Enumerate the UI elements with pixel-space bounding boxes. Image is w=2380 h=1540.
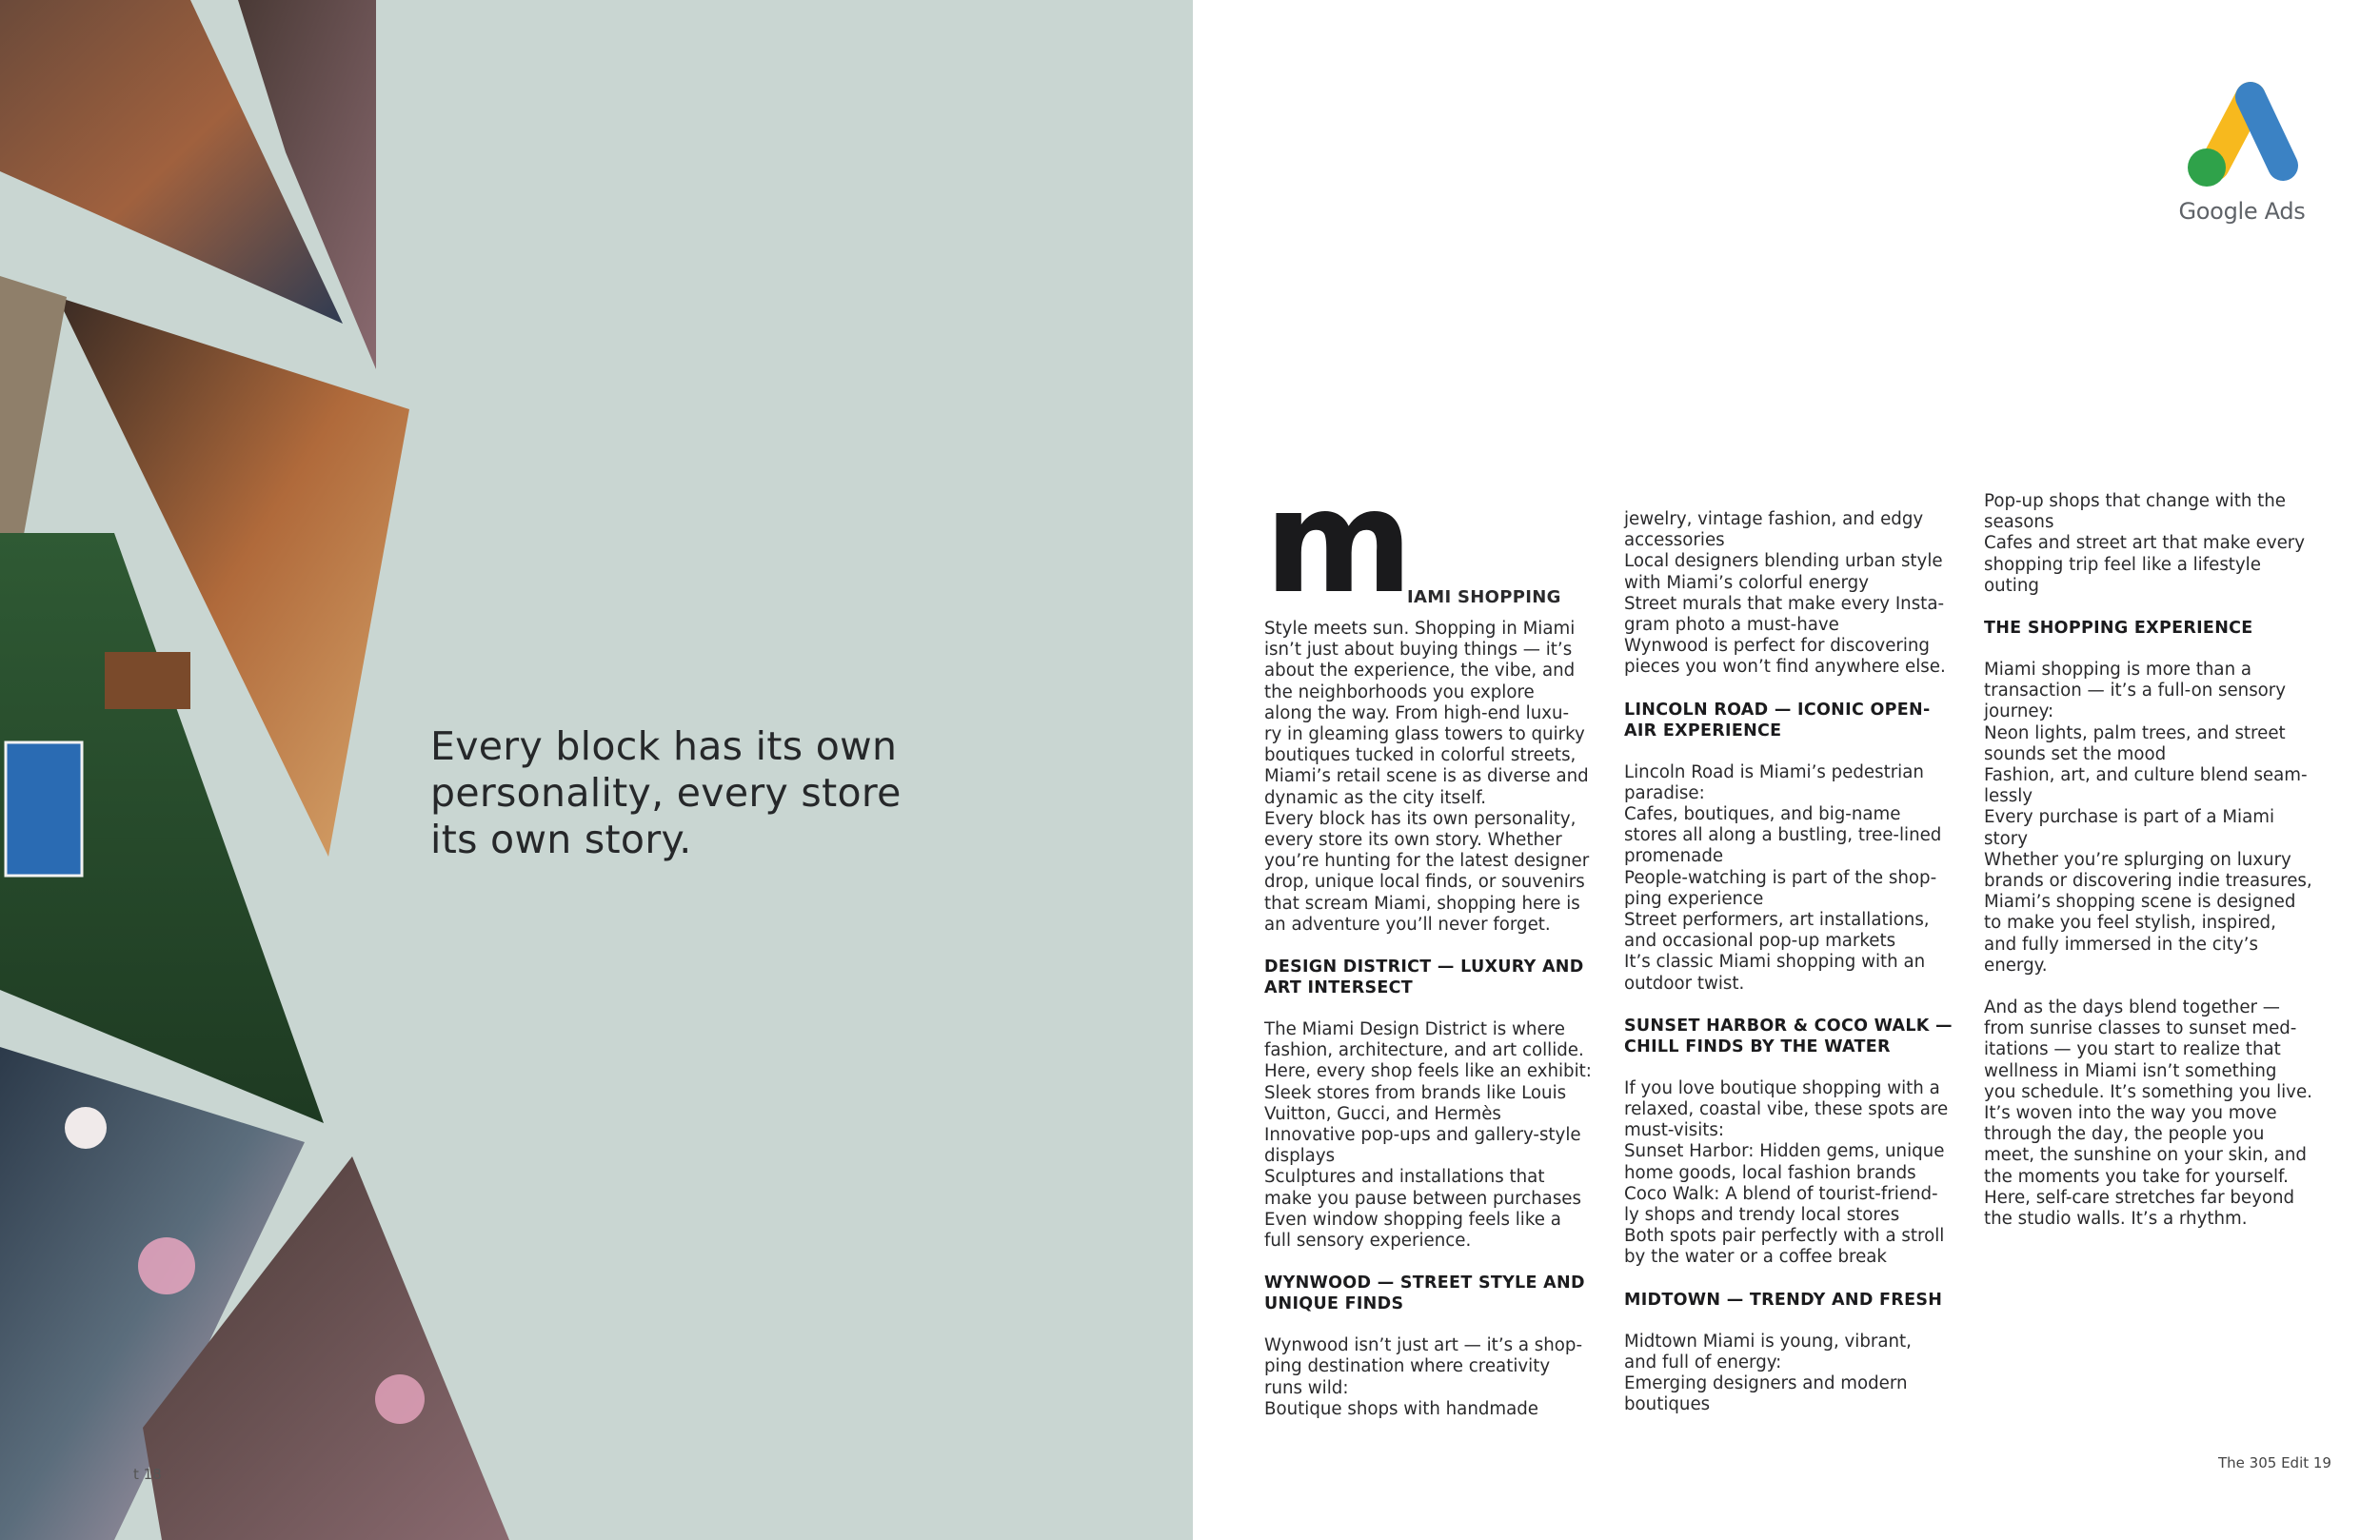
text-line: story [1984,828,2028,849]
text-line: Miami shopping is more than a [1984,660,2252,681]
text-line: promenade [1624,846,1724,867]
wynwood-heading: WYNWOOD — STREET STYLE AND UNIQUE FINDS [1264,1273,1585,1314]
text-line: Every purchase is part of a Miami [1984,807,2275,828]
text-line: and full of energy: [1624,1352,1782,1372]
text-line: People-watching is part of the shop- [1624,867,1937,888]
text-line: Emerging designers and modern [1624,1373,1908,1394]
text-line: ry in gleaming glass towers to quirky [1264,724,1585,745]
shopping-experience-body [1984,660,2319,977]
design-district-body [1264,1019,1599,1252]
text-line: jewelry, vintage fashion, and edgy [1624,509,1924,529]
text-line: Style meets sun. Shopping in Miami [1264,619,1576,639]
text-line: Lincoln Road is Miami’s pedestrian [1624,761,1924,782]
text-line: ping experience [1624,888,1764,909]
text-line: and fully immersed in the city’s [1984,934,2258,955]
text-line: Wynwood is perfect for discovering [1624,636,1930,657]
text-line: Every block has its own personality, [1264,808,1577,829]
text-line: the neighborhoods you explore [1264,681,1535,702]
text-line: dynamic as the city itself. [1264,787,1487,808]
text-line: Whether you’re splurging on luxury [1984,849,2291,870]
text-line: and occasional pop-up markets [1624,931,1896,952]
text-line: Both spots pair perfectly with a stroll [1624,1226,1945,1247]
article-title-rest: IAMI SHOPPING [1407,587,1561,607]
text-line: Midtown Miami is young, vibrant, [1624,1331,1912,1352]
text-line: Neon lights, palm trees, and street [1984,722,2286,743]
text-line: about the experience, the vibe, and [1264,661,1576,681]
text-line: an adventure you’ll never forget. [1264,914,1551,935]
text-line: you’re hunting for the latest designer [1264,851,1590,872]
article-column-2 [1624,509,1959,1416]
drop-cap: m [1264,460,1410,625]
text-line: Fashion, art, and culture blend seam- [1984,765,2308,786]
text-line: home goods, local fashion brands [1624,1162,1916,1183]
article-column-1 [1264,460,1599,1420]
article-column-3 [1984,491,2319,1230]
round-sign [65,1107,107,1149]
text-line: must-visits: [1624,1120,1725,1141]
text-line: If you love boutique shopping with a [1624,1077,1940,1098]
flowers [138,1237,195,1294]
lincoln-road-body [1624,762,1959,995]
flowers-2 [375,1374,425,1424]
text-line: lessly [1984,786,2033,807]
text-line: Coco Walk: A blend of tourist-friend- [1624,1183,1938,1204]
text-line: The Miami Design District is where [1264,1019,1565,1040]
text-line: Cafes, boutiques, and big-name [1624,804,1901,825]
pull-quote-line-1: Every block has its own [430,723,898,769]
wynwood-body [1264,1335,1599,1420]
text-line: paradise: [1624,782,1705,803]
text-line: journey: [1984,701,2054,722]
wynwood-marketplace-sign [6,742,82,876]
text-line: with Miami’s colorful energy [1624,572,1869,593]
text-line: ping destination where creativity [1264,1356,1551,1377]
wooden-sign [105,652,190,709]
text-line: fashion, architecture, and art collide. [1264,1040,1584,1061]
text-line: the moments you take for yourself. [1984,1166,2289,1187]
text-line: Miami’s retail scene is as diverse and [1264,766,1589,787]
article-title [1264,460,1599,625]
folio-right: The 305 Edit 19 [2218,1454,2331,1471]
text-line: Sculptures and installations that [1264,1167,1545,1188]
text-line: pieces you won’t find anywhere else. [1624,657,1946,678]
text-line: you schedule. It’s something you live. [1984,1081,2312,1102]
google-ads-logo [2175,78,2309,225]
text-line: isn’t just about buying things — it’s [1264,640,1573,661]
google-ads-icon [2180,78,2304,190]
logo-green-dot [2188,148,2226,187]
text-line: ly shops and trendy local stores [1624,1205,1900,1226]
text-line: Sunset Harbor: Hidden gems, unique [1624,1141,1945,1162]
text-line: from sunrise classes to sunset med- [1984,1018,2297,1039]
text-line: wellness in Miami isn’t something [1984,1060,2277,1081]
text-line: to make you feel stylish, inspired, [1984,913,2276,934]
text-line: Here, every shop feels like an exhibit: [1264,1061,1592,1082]
text-line: Pop-up shops that change with the [1984,491,2286,511]
text-line: boutiques [1624,1394,1711,1415]
text-line: drop, unique local finds, or souvenirs [1264,872,1585,893]
wynwood-body-continued [1624,509,1959,679]
text-line: that scream Miami, shopping here is [1264,893,1580,914]
text-line: Vuitton, Gucci, and Hermès [1264,1103,1501,1124]
midtown-body-continued [1984,491,2319,597]
text-line: through the day, the people you [1984,1124,2265,1145]
text-line: the studio walls. It’s a rhythm. [1984,1209,2248,1230]
midtown-heading: MIDTOWN — TRENDY AND FRESH [1624,1290,1943,1310]
text-line: Street murals that make every Insta- [1624,593,1945,614]
text-line: Here, self-care stretches far beyond [1984,1187,2295,1208]
text-line: outing [1984,575,2039,596]
text-line: Wynwood isn’t just art — it’s a shop- [1264,1335,1583,1356]
logo-blue-stroke [2251,97,2283,166]
text-line: It’s classic Miami shopping with an [1624,952,1926,973]
text-line: relaxed, coastal vibe, these spots are [1624,1099,1949,1120]
text-line: displays [1264,1146,1336,1167]
text-line: Sleek stores from brands like Louis [1264,1082,1567,1103]
text-line: Street performers, art installations, [1624,910,1930,931]
sunset-harbor-body [1624,1078,1959,1269]
text-line: It’s woven into the way you move [1984,1103,2277,1124]
text-line: Boutique shops with handmade [1264,1398,1538,1419]
pull-quote-line-3: its own story. [430,817,692,862]
pull-quote [430,723,963,863]
text-line: along the way. From high-end luxu- [1264,702,1570,723]
closing-paragraph [1984,997,2319,1230]
text-line: full sensory experience. [1264,1231,1472,1252]
text-line: meet, the sunshine on your skin, and [1984,1145,2307,1166]
text-line: Local designers blending urban style [1624,551,1943,572]
text-line: Cafes and street art that make every [1984,533,2306,554]
intro-paragraph [1264,619,1599,936]
text-line: itations — you start to realize that [1984,1039,2281,1060]
text-line: stores all along a bustling, tree-lined [1624,825,1942,846]
text-line: brands or discovering indie treasures, [1984,871,2312,892]
text-line: transaction — it’s a full-on sensory [1984,681,2287,701]
folio-left: t 18 [133,1466,162,1483]
text-line: Even window shopping feels like a [1264,1209,1561,1230]
pull-quote-line-2: personality, every store [430,770,902,816]
text-line: Innovative pop-ups and gallery-style [1264,1125,1581,1146]
sunset-harbor-heading: SUNSET HARBOR & COCO WALK — CHILL FINDS BY THE WATER [1624,1016,1953,1056]
google-ads-label: Google Ads [2178,198,2306,225]
text-line: accessories [1624,530,1725,551]
text-line: Miami’s shopping scene is designed [1984,892,2296,913]
midtown-body [1624,1332,1959,1416]
text-line: outdoor twist. [1624,973,1745,994]
shopping-experience-heading: THE SHOPPING EXPERIENCE [1984,619,2253,639]
text-line: runs wild: [1264,1377,1349,1398]
text-line: gram photo a must-have [1624,615,1839,636]
lincoln-road-heading: LINCOLN ROAD — ICONIC OPEN-AIR EXPERIENCE [1624,700,1931,740]
design-district-heading: DESIGN DISTRICT — LUXURY AND ART INTERSECT [1264,958,1584,998]
text-line: every store its own story. Whether [1264,830,1562,851]
text-line: seasons [1984,512,2054,533]
text-line: energy. [1984,955,2048,976]
text-line: shopping trip feel like a lifestyle [1984,554,2261,575]
text-line: by the water or a coffee break [1624,1247,1887,1268]
text-line: sounds set the mood [1984,743,2167,764]
text-line: And as the days blend together — [1984,997,2280,1018]
text-line: make you pause between purchases [1264,1188,1581,1209]
text-line: boutiques tucked in colorful streets, [1264,745,1577,766]
